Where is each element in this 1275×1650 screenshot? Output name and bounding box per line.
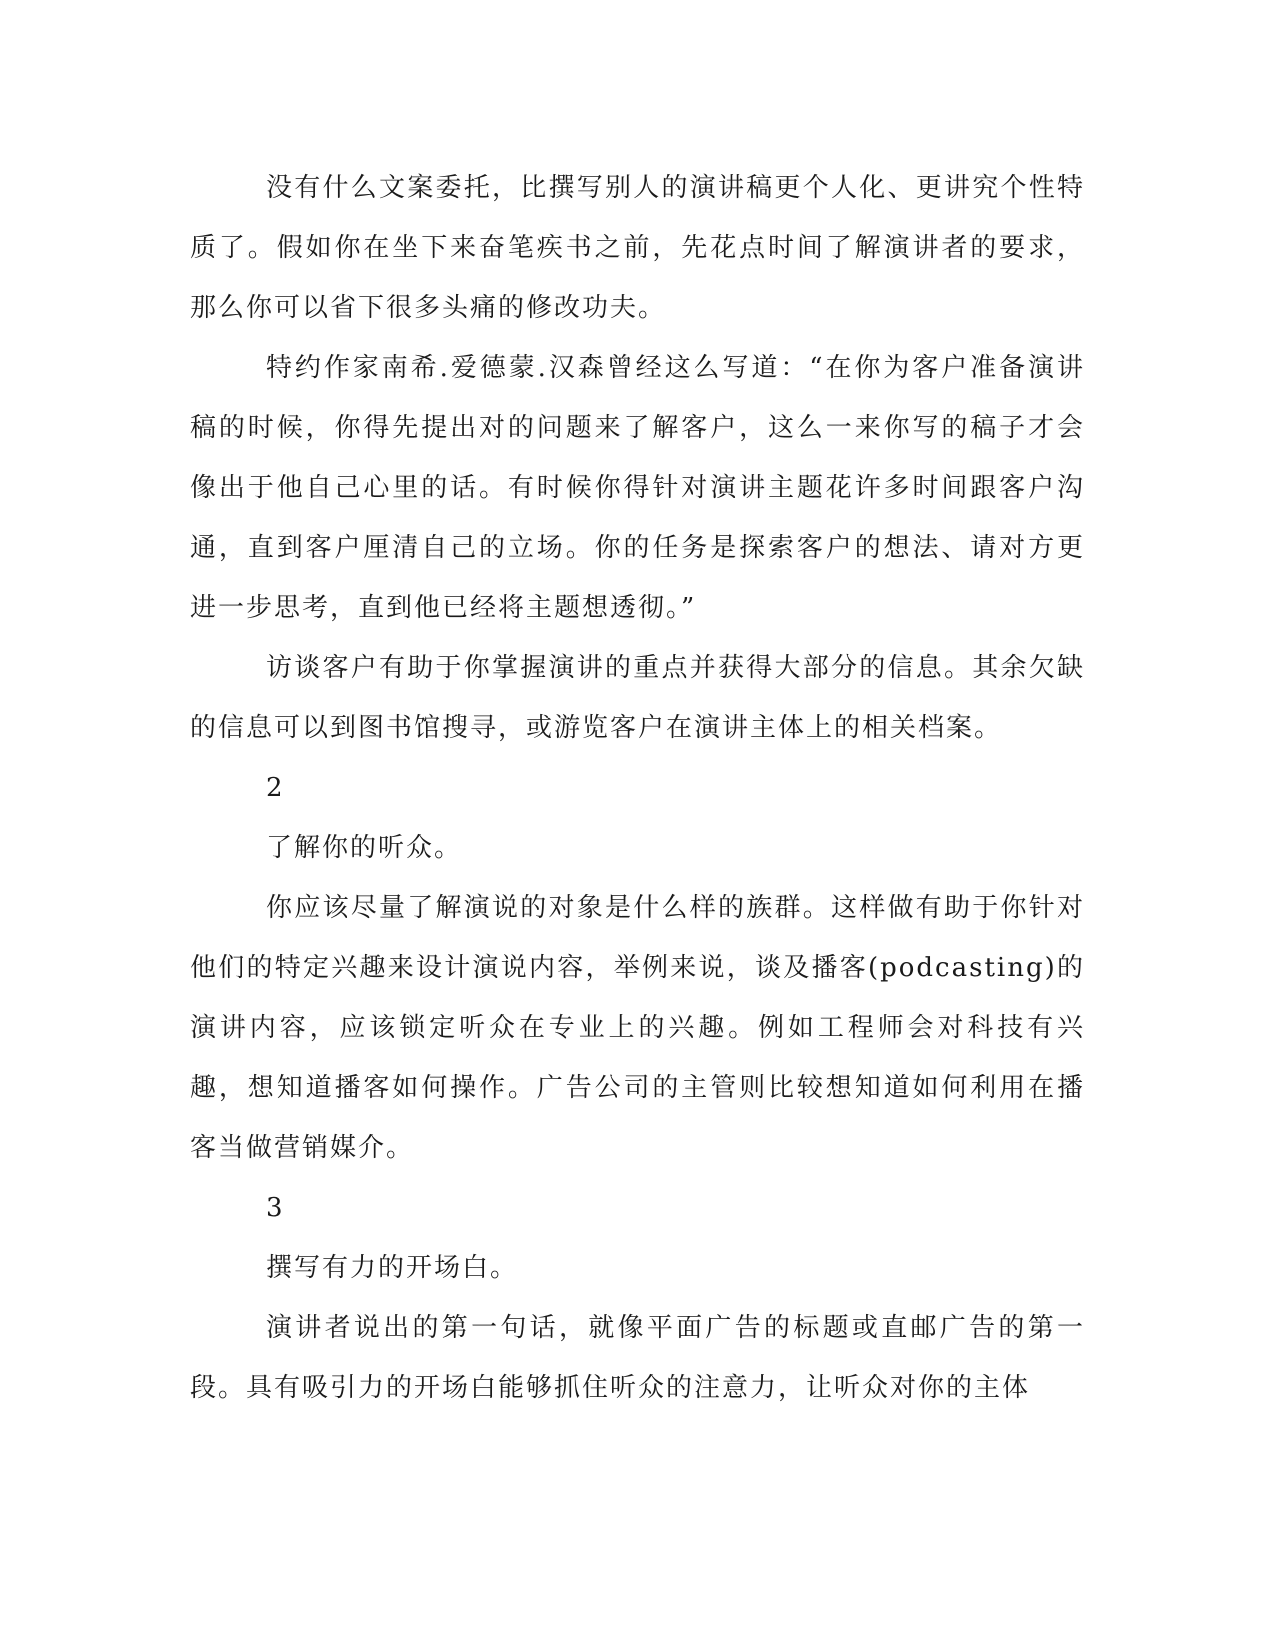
section-number: 2 [266, 773, 283, 803]
section-heading: 了解你的听众。 [266, 833, 463, 863]
paragraph: 你应该尽量了解演说的对象是什么样的族群。这样做有助于你针对他们的特定兴趣来设计演说内容，举例来说，谈及播客(podcasting)的演讲内容，应该锁定听众在专业上的兴趣。例如工程师会对科技有兴趣，想知道播客如何操作。广告公司的主管则比较想知道如何利用在播客当做营销媒介。 [190, 893, 1085, 1163]
section-heading: 撰写有力的开场白。 [266, 1253, 519, 1283]
paragraph: 访谈客户有助于你掌握演讲的重点并获得大部分的信息。其余欠缺的信息可以到图书馆搜寻，或游览客户在演讲主体上的相关档案。 [190, 653, 1085, 743]
paragraph: 特约作家南希.爱德蒙.汉森曾经这么写道：“在你为客户准备演讲稿的时候，你得先提出对的问题来了解客户，这么一来你写的稿子才会像出于他自己心里的话。有时候你得针对演讲主题花许多时间跟客户沟通，直到客户厘清自己的立场。你的任务是探索客户的想法、请对方更进一步思考，直到他已经将主题想透彻。” [190, 353, 1085, 623]
section-number: 3 [266, 1193, 283, 1223]
paragraph: 没有什么文案委托，比撰写别人的演讲稿更个人化、更讲究个性特质了。假如你在坐下来奋笔疾书之前，先花点时间了解演讲者的要求，那么你可以省下很多头痛的修改功夫。 [190, 173, 1085, 323]
document-body [190, 158, 1085, 1418]
paragraph: 演讲者说出的第一句话，就像平面广告的标题或直邮广告的第一段。具有吸引力的开场白能够抓住听众的注意力，让听众对你的主体 [190, 1313, 1085, 1403]
